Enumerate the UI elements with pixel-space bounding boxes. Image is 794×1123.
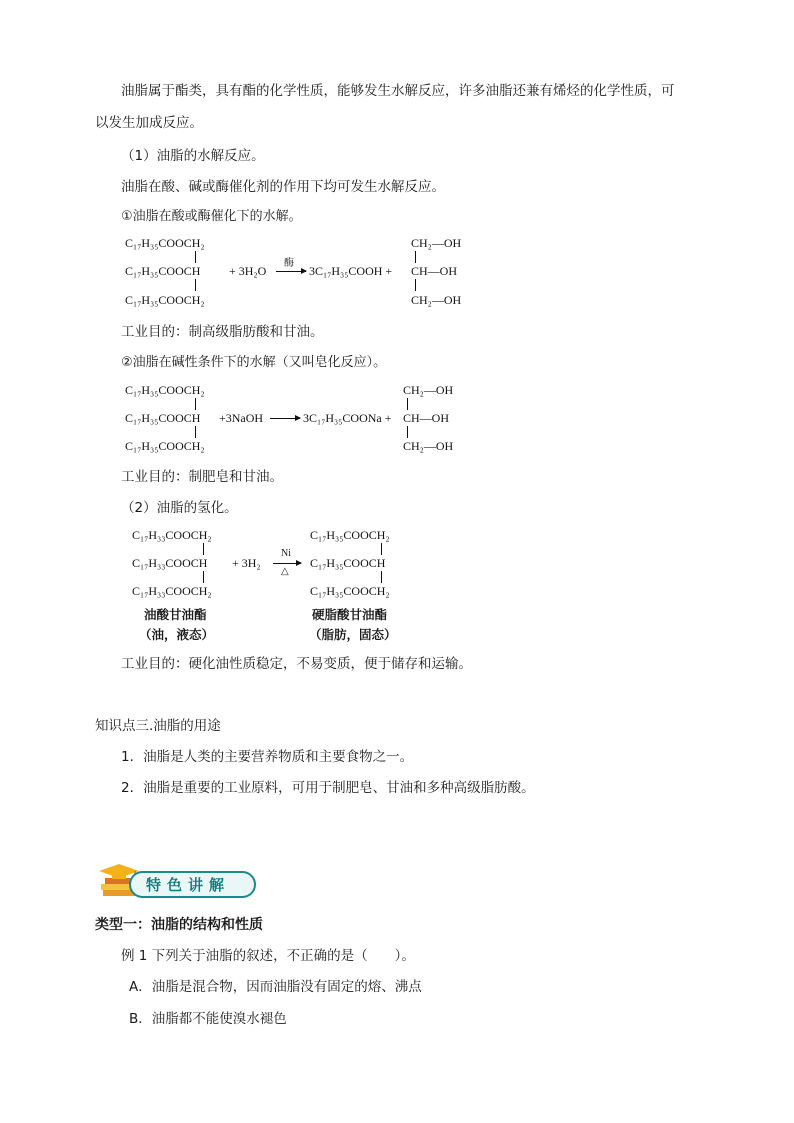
glycerol-line-1: CH₂—OH	[411, 236, 462, 250]
option-b: B．油脂都不能使溴水褪色	[129, 1011, 287, 1027]
product-state: （脂肪，固态）	[309, 627, 397, 642]
alkali-purpose: 工业目的：制肥皂和甘油。	[121, 469, 283, 485]
intro-line-1: 油脂属于酯类，具有酯的化学性质，能够发生水解反应，许多油脂还兼有烯烃的化学性质，可	[121, 83, 675, 99]
ester-line-2: C₁₇H₃₅COOCH	[125, 264, 201, 278]
fatty-acid-product: 3C₁₇H₃₅COOH +	[309, 264, 393, 278]
water-reagent: + 3H₂O	[229, 264, 267, 278]
section-3-item-2: 2．油脂是重要的工业原料，可用于制肥皂、甘油和多种高级脂肪酸。	[121, 780, 535, 796]
glycerol-line-1: CH₂—OH	[403, 383, 454, 397]
acid-purpose: 工业目的：制高级脂肪酸和甘油。	[121, 324, 324, 340]
ester-line-1: C₁₇H₃₅COOCH₂	[125, 236, 205, 250]
section-3-item-1: 1．油脂是人类的主要营养物质和主要食物之一。	[121, 749, 414, 765]
ester-line-2: C₁₇H₃₅COOCH	[125, 411, 201, 425]
hydrogenation-purpose: 工业目的：硬化油性质稳定，不易变质，便于储存和运输。	[121, 656, 472, 672]
naoh-reagent: +3NaOH	[219, 411, 264, 425]
product-line-1: C₁₇H₃₅COOCH₂	[310, 528, 390, 542]
reaction-arrow	[273, 563, 301, 564]
type-1-title: 类型一：油脂的结构和性质	[95, 917, 263, 933]
reactant-line-2: C₁₇H₃₃COOCH	[132, 556, 208, 570]
hydrogenation-heading: （2）油脂的氢化。	[121, 500, 238, 516]
glycerol-line-3: CH₂—OH	[403, 439, 454, 453]
reactant-name: 油酸甘油酯	[144, 607, 207, 622]
alkali-hydrolysis-title: ②油脂在碱性条件下的水解（又叫皂化反应）。	[121, 355, 387, 370]
ester-line-3: C₁₇H₃₅COOCH₂	[125, 439, 205, 453]
product-line-2: C₁₇H₃₅COOCH	[310, 556, 386, 570]
ester-line-1: C₁₇H₃₅COOCH₂	[125, 383, 205, 397]
reactant-line-1: C₁₇H₃₃COOCH₂	[132, 528, 212, 542]
acid-hydrolysis-title: ①油脂在酸或酶催化下的水解。	[121, 209, 302, 224]
option-a: A．油脂是混合物，因而油脂没有固定的熔、沸点	[129, 979, 422, 995]
glycerol-line-3: CH₂—OH	[411, 293, 462, 307]
glycerol-line-2: CH—OH	[411, 264, 458, 278]
glycerol-line-2: CH—OH	[403, 411, 450, 425]
reaction-arrow	[276, 271, 306, 272]
section-3-title: 知识点三.油脂的用途	[95, 718, 221, 734]
hydrolysis-heading: （1）油脂的水解反应。	[121, 148, 265, 164]
soap-product: 3C₁₇H₃₅COONa +	[303, 411, 392, 425]
heat-symbol: △	[281, 566, 289, 577]
hydrogen-reagent: + 3H₂	[232, 556, 261, 570]
hydrolysis-description: 油脂在酸、碱或酶催化剂的作用下均可发生水解反应。	[121, 179, 445, 195]
ester-line-3: C₁₇H₃₅COOCH₂	[125, 293, 205, 307]
reactant-line-3: C₁₇H₃₃COOCH₂	[132, 584, 212, 598]
nickel-catalyst: Ni	[281, 548, 291, 559]
feature-banner-text: 特色讲解	[146, 876, 231, 894]
enzyme-condition: 酶	[284, 258, 294, 269]
reactant-state: （油，液态）	[139, 627, 215, 642]
product-line-3: C₁₇H₃₅COOCH₂	[310, 584, 390, 598]
example-1-question: 例 1 下列关于油脂的叙述，不正确的是（ ）。	[121, 948, 415, 964]
intro-line-2: 以发生加成反应。	[95, 115, 203, 131]
reaction-arrow	[270, 418, 300, 419]
product-name: 硬脂酸甘油酯	[312, 607, 388, 622]
